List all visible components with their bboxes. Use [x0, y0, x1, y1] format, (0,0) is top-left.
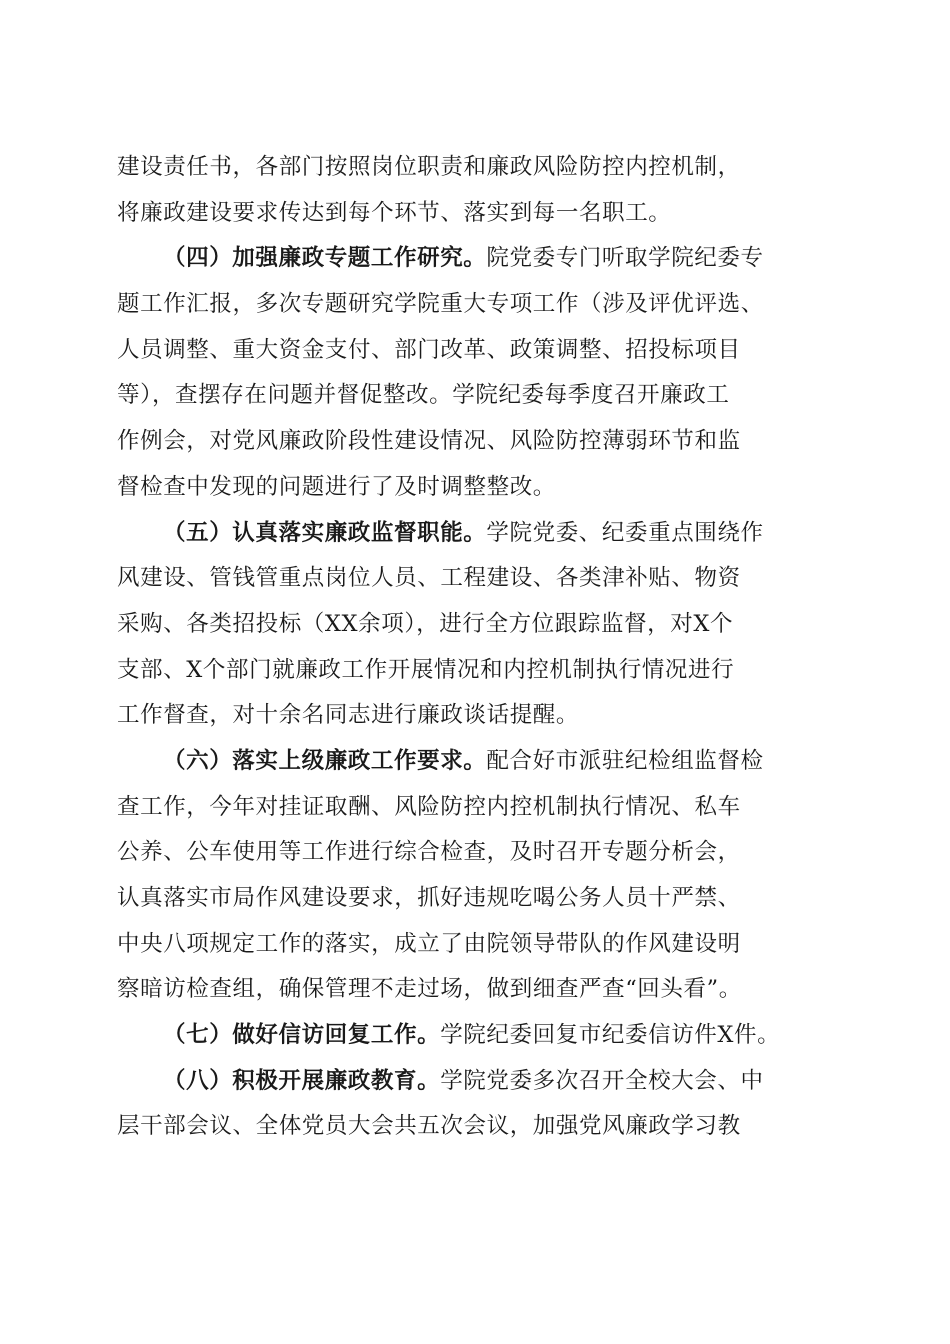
text-line: 支部、X个部门就廉政工作开展情况和内控机制执行情况进行 — [117, 656, 735, 683]
paragraph-first-line — [117, 1013, 837, 1059]
section-heading: （五）认真落实廉政监督职能。 — [163, 519, 487, 546]
section-heading: （六）落实上级廉政工作要求。 — [163, 747, 487, 774]
text-line: 层干部会议、全体党员大会共五次会议，加强党风廉政学习教 — [117, 1113, 741, 1140]
text-line: 将廉政建设要求传达到每个环节、落实到每一名职工。 — [117, 199, 672, 226]
text-line: 题工作汇报，多次专题研究学院重大专项工作（涉及评优评选、 — [117, 291, 764, 318]
paragraph-text: 学院党委多次召开全校大会、中 — [440, 1067, 764, 1094]
text-line: 中央八项规定工作的落实，成立了由院领导带队的作风建设明 — [117, 930, 741, 957]
paragraph-first-line — [117, 739, 837, 785]
paragraph-text: 学院纪委回复市纪委信访件X件。 — [440, 1022, 781, 1049]
paragraph-text: 配合好市派驻纪检组监督检 — [486, 747, 764, 774]
text-line: 等），查摆存在问题并督促整改。学院纪委每季度召开廉政工 — [117, 382, 730, 409]
section-heading: （八）积极开展廉政教育。 — [163, 1067, 441, 1094]
text-line: 采购、各类招投标（XX余项），进行全方位跟踪监督，对X个 — [117, 610, 734, 637]
text-line: 认真落实市局作风建设要求，抓好违规吃喝公务人员十严禁、 — [117, 885, 741, 911]
document-body — [117, 145, 837, 1150]
text-line: 察暗访检查组，确保管理不走过场，做到细查严查“回头看”。 — [117, 976, 742, 1003]
text-line: 督检查中发现的问题进行了及时调整整改。 — [117, 473, 556, 500]
text-line: 风建设、管钱管重点岗位人员、工程建设、各类津补贴、物资 — [117, 565, 741, 592]
text-line: 公养、公车使用等工作进行综合检查，及时召开专题分析会， — [117, 839, 741, 866]
paragraph-text: 学院党委、纪委重点围绕作 — [486, 519, 764, 546]
paragraph-first-line — [117, 511, 837, 557]
section-heading: （四）加强廉政专题工作研究。 — [163, 245, 487, 272]
text-line: 工作督查，对十余名同志进行廉政谈话提醒。 — [117, 702, 580, 729]
paragraph-first-line — [117, 236, 837, 282]
paragraph-first-line — [117, 1059, 837, 1105]
text-line: 建设责任书，各部门按照岗位职责和廉政风险防控内控机制， — [117, 154, 741, 180]
section-heading: （七）做好信访回复工作。 — [163, 1022, 441, 1049]
text-line: 作例会，对党风廉政阶段性建设情况、风险防控薄弱环节和监 — [117, 428, 741, 455]
paragraph-text: 院党委专门听取学院纪委专 — [486, 245, 764, 272]
text-line: 人员调整、重大资金支付、部门改革、政策调整、招投标项目 — [117, 336, 741, 363]
text-line: 查工作，今年对挂证取酬、风险防控内控机制执行情况、私车 — [117, 793, 741, 820]
